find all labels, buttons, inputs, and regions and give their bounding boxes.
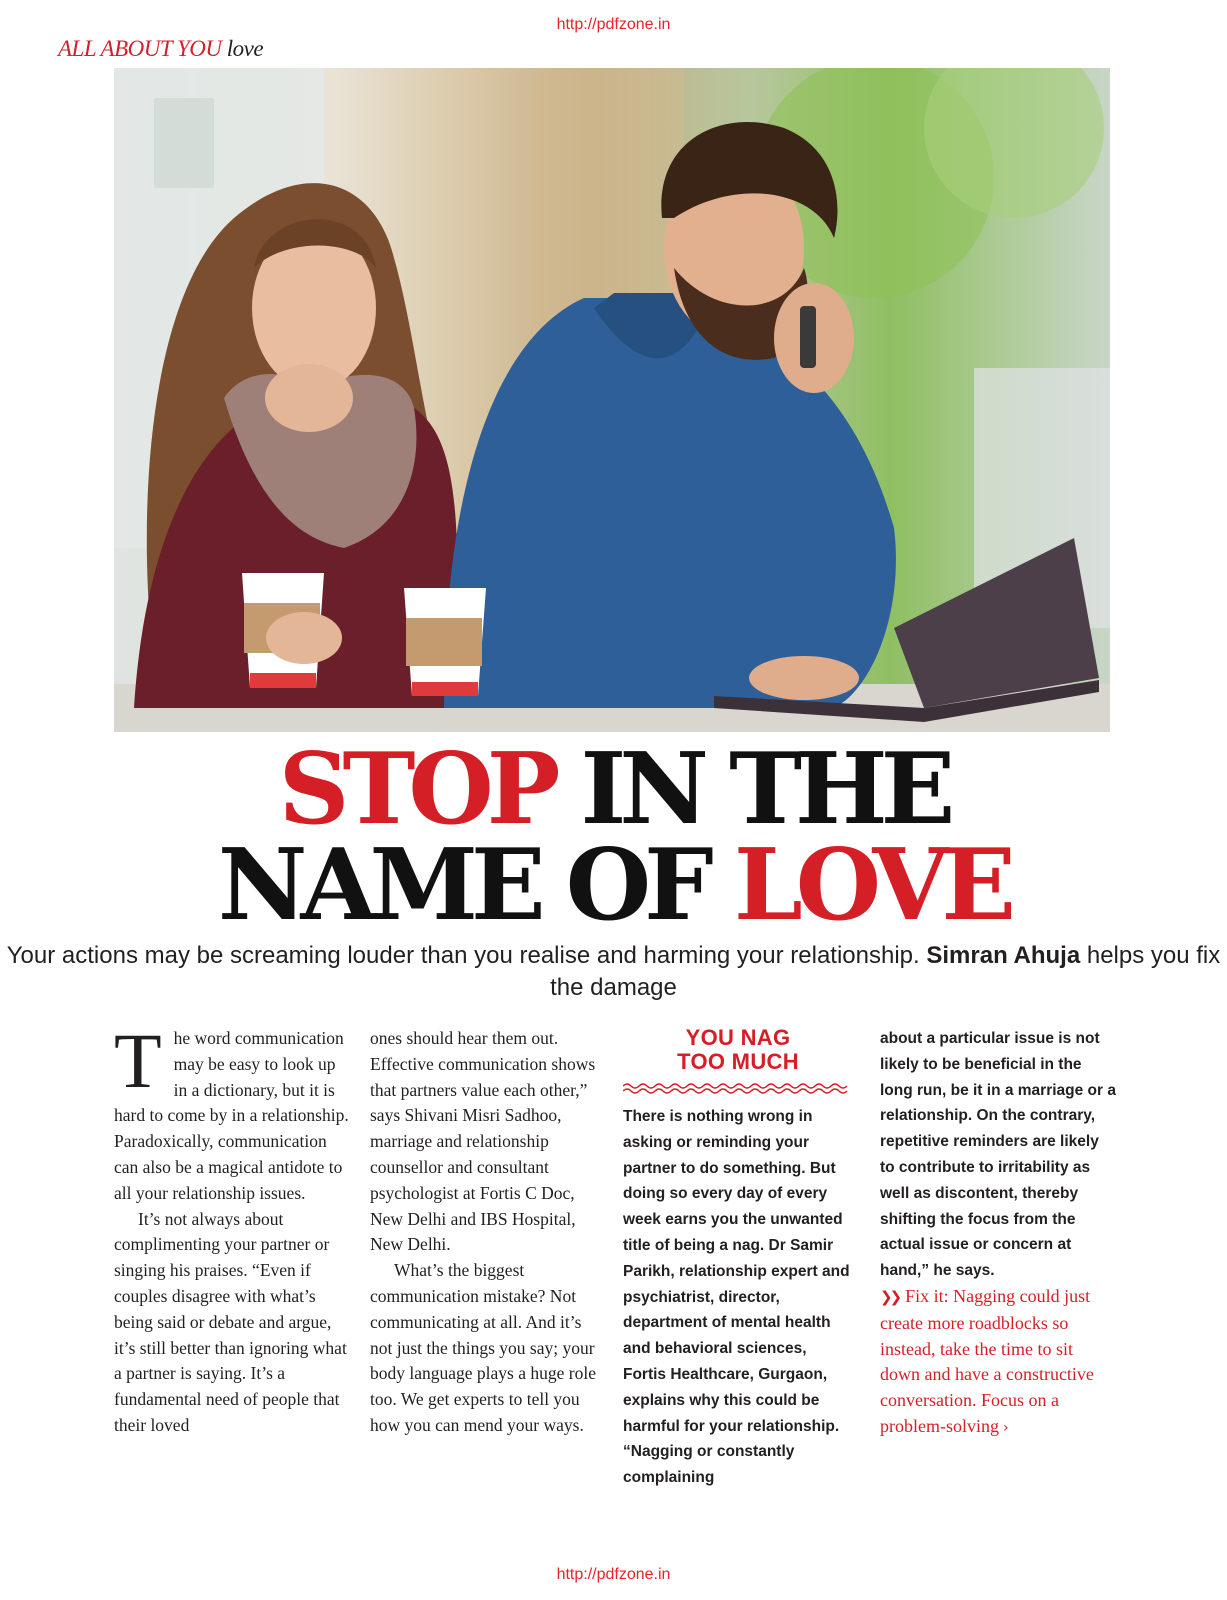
photo-couple-icon [114,68,1110,732]
source-url-top[interactable]: http://pdfzone.in [556,16,671,33]
sidebar-heading [623,1026,853,1074]
author-name: Simran Ahuja [926,942,1081,969]
sidebar-text: about a particular issue is not likely to be beneficial in the long run, be it in a marriage or a relationship. On the contrary, repetitive reminders are likely to contribute to irritability as well as discontent, thereby shifting the focus from the actual issue or concern at hand,” he says. [880,1030,1116,1280]
body-column-2 [370,1026,606,1439]
drop-cap: T [114,1017,162,1104]
sidebar-heading-line: YOU NAG [685,1025,791,1050]
source-url-bottom[interactable]: http://pdfzone.in [556,1566,671,1583]
headline-words-name-of: NAME OF [217,828,734,943]
fix-it-label: Fix it: [905,1285,949,1306]
section-label [58,36,263,62]
fix-it-tip [880,1284,1116,1442]
section-label-sub: love [226,36,264,61]
body-paragraph-text: he word communication may be easy to look up in a dictionary, but it is hard to come by in a relationship. Paradoxically, communication can also be a magical antidote to all your relationship issues. [114,1028,349,1203]
section-label-main: ALL ABOUT YOU [58,36,222,61]
standfirst [0,940,1227,1004]
sidebar-text: There is nothing wrong in asking or reminding your partner to do something. But doing so every day of every week earns you the unwanted title of being a nag. Dr Samir Parikh, relationship expert and psychiatrist, director, department of mental health and behavioral sciences, Fortis Healthcare, Gurgaon, explains why this could be harmful for your relationship. “Nagging or constantly complaining [623,1108,850,1487]
headline-word-love: LOVE [733,828,1010,943]
body-paragraph: It’s not always about complimenting your partner or singing his praises. “Even if couples disagree with what’s being said or debate and argue, it’s still better than ignoring what a partner is saying. It’s a fundamental need of people that their loved [114,1208,347,1435]
sidebar-heading-line: TOO MUCH [677,1049,799,1074]
double-chevron-icon: ❯❯ [880,1287,900,1306]
body-paragraph: ones should hear them out. Effective communication shows that partners value each other,” says Shivani Misri Sadhoo, marriage and relationship counsellor and consultant psychologist at Fortis C Doc, New Delhi and IBS Hospital, New Delhi. [370,1028,596,1255]
headline-line-1 [0,732,1227,847]
sidebar-column-1 [623,1026,853,1491]
headline-words-in-the: IN THE [553,732,949,847]
body-paragraph: What’s the biggest communication mistake? Not communicating at all. And it’s not just the things you say; your body language plays a huge role too. We get experts to tell you how you can mend your ways. [370,1260,596,1435]
squiggle-divider-icon [623,1082,853,1094]
headline-word-stop: STOP [278,732,554,847]
hero-photo [114,68,1110,732]
fix-it-text: Nagging could just create more roadblocks so instead, take the time to sit down and have a constructive conversation. Focus on a problem-solving [880,1285,1094,1436]
body-column-1 [114,1017,350,1439]
headline-line-2 [0,828,1227,943]
continue-arrow-icon: › [1003,1419,1009,1436]
standfirst-text-end: helps you fix the damage [550,942,1221,1001]
standfirst-text: Your actions may be screaming louder than you realise and harming your relationship. [6,942,927,969]
sidebar-column-2 [880,1026,1116,1442]
body-paragraph [114,1017,350,1207]
